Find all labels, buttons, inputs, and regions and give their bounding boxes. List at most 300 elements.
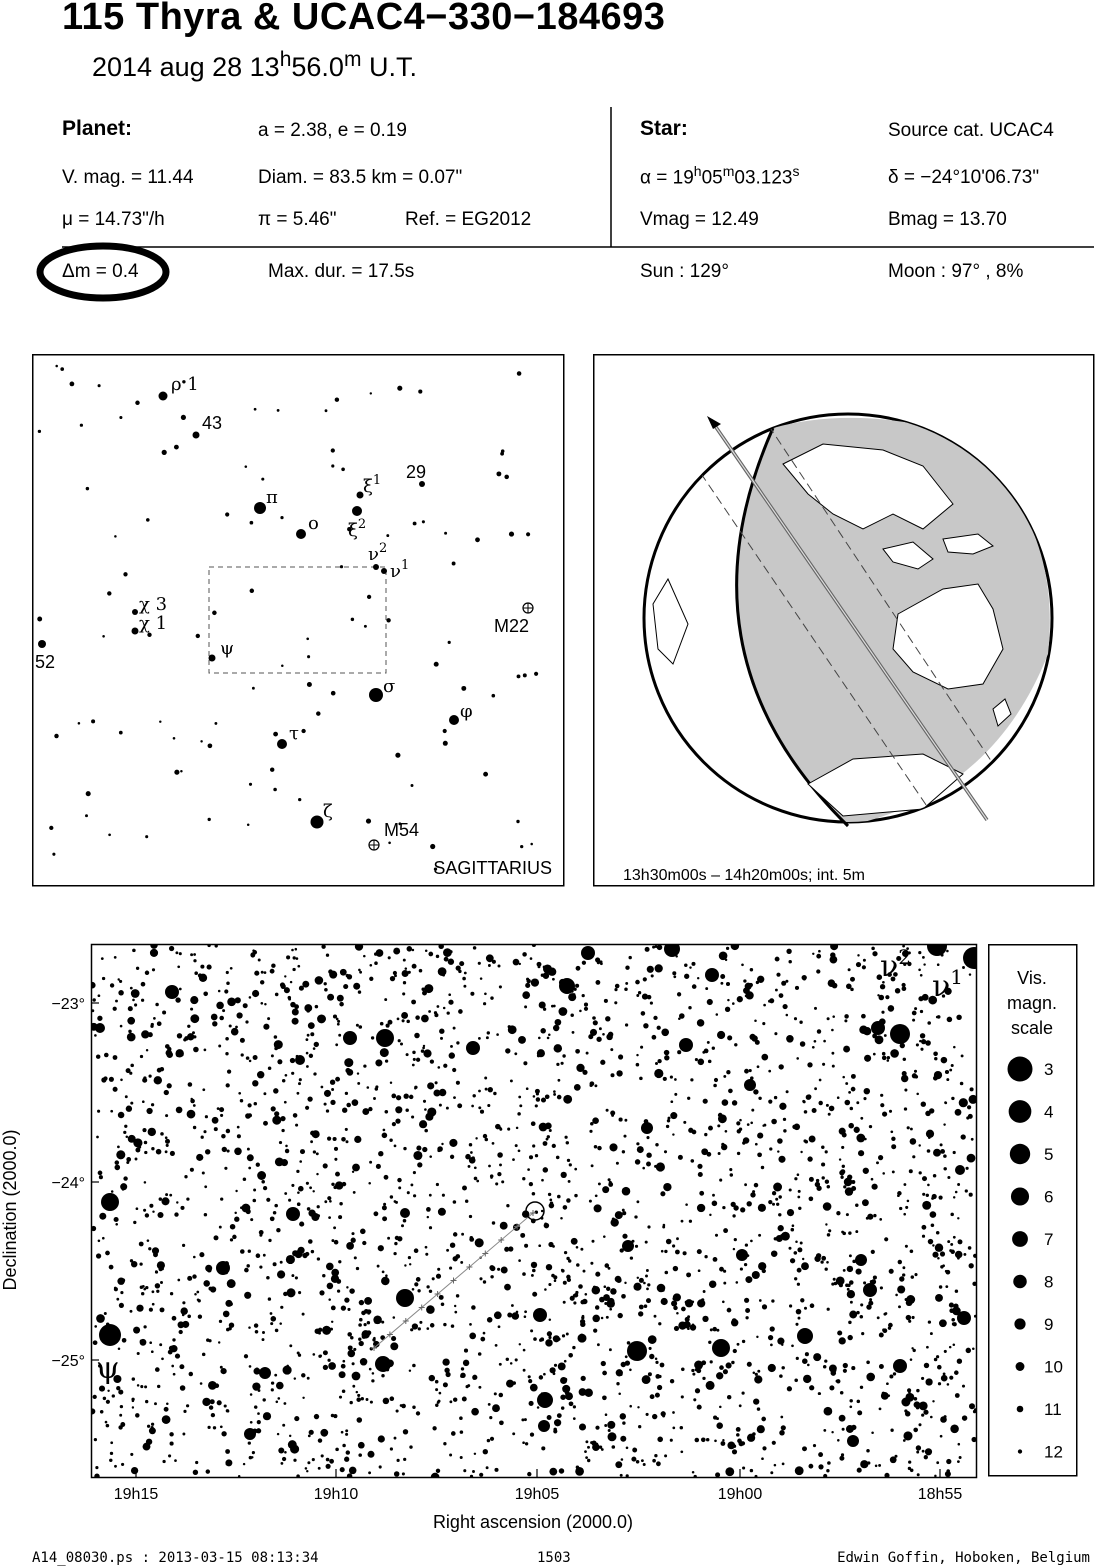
map-field-star	[132, 999, 135, 1002]
map-field-star	[118, 1425, 122, 1429]
map-field-star	[934, 1475, 936, 1477]
map-field-star	[114, 1465, 117, 1468]
map-field-star	[803, 1375, 811, 1383]
finder-field-star	[214, 722, 217, 725]
map-field-star	[214, 1127, 218, 1131]
map-field-star	[576, 1465, 579, 1468]
map-field-star	[712, 1047, 715, 1050]
map-field-star	[592, 1240, 595, 1243]
map-field-star	[841, 1146, 844, 1149]
map-field-star	[166, 1144, 169, 1147]
map-field-star	[857, 1400, 861, 1404]
map-field-star	[106, 1424, 110, 1428]
map-field-star	[789, 1188, 792, 1191]
label-nu2: $\nu^2$	[368, 541, 388, 565]
map-field-star	[878, 1155, 883, 1160]
map-field-star	[376, 1164, 381, 1169]
label-43: 43	[202, 413, 223, 433]
map-field-star	[312, 1190, 314, 1192]
map-field-star	[890, 1049, 899, 1058]
finder-field-star	[516, 820, 519, 823]
map-field-star	[954, 1370, 959, 1375]
map-field-star	[243, 1177, 247, 1181]
map-field-star	[144, 1141, 148, 1145]
map-field-star	[877, 994, 879, 996]
map-field-star	[395, 1118, 400, 1123]
map-field-star	[599, 1027, 602, 1030]
map-field-star	[926, 1130, 934, 1138]
map-field-star	[193, 1470, 198, 1475]
map-field-star	[297, 1202, 301, 1206]
map-field-star	[937, 1365, 942, 1370]
map-field-star	[144, 1385, 147, 1388]
map-field-star	[924, 1363, 929, 1368]
map-field-star	[576, 1263, 580, 1267]
map-field-star	[220, 1197, 223, 1200]
map-field-star	[734, 1043, 737, 1046]
map-field-star	[897, 1285, 905, 1293]
map-field-star	[249, 996, 252, 999]
map-field-star	[501, 1180, 504, 1183]
map-field-star	[317, 1205, 320, 1208]
map-field-star	[364, 1297, 372, 1305]
map-field-star	[122, 1188, 125, 1191]
map-field-star	[306, 1065, 309, 1068]
map-field-star	[394, 1471, 400, 1477]
map-field-star	[367, 1451, 374, 1458]
map-field-star	[609, 1348, 612, 1351]
map-field-star	[254, 1323, 258, 1327]
map-field-star	[408, 1256, 411, 1259]
map-field-star	[695, 1058, 698, 1061]
map-field-star	[295, 1124, 298, 1127]
map-field-star	[950, 1213, 954, 1217]
map-field-star	[165, 1139, 170, 1144]
map-field-star	[564, 1251, 567, 1254]
map-field-star	[846, 984, 852, 990]
map-field-star	[160, 1281, 163, 1284]
map-field-star	[655, 1361, 658, 1364]
map-field-star	[706, 1381, 715, 1390]
map-field-star	[240, 1099, 243, 1102]
map-field-star	[823, 1365, 827, 1369]
map-field-star	[211, 1413, 215, 1417]
map-field-star	[293, 956, 296, 959]
map-field-star	[622, 1187, 631, 1196]
map-field-star	[268, 1067, 272, 1071]
map-field-star	[116, 1386, 120, 1390]
map-field-star	[556, 1156, 560, 1160]
map-field-star	[148, 1128, 156, 1136]
map-field-star	[334, 1158, 337, 1161]
map-field-star	[326, 1263, 334, 1271]
map-field-star	[955, 1393, 960, 1398]
finder-field-star	[517, 674, 521, 678]
map-field-star	[678, 1155, 683, 1160]
map-field-star	[149, 1341, 152, 1344]
map-field-star	[317, 1214, 320, 1217]
bright-map-star	[890, 1024, 910, 1044]
map-field-star	[687, 1097, 690, 1100]
map-field-star	[341, 1137, 346, 1142]
map-field-star	[333, 1186, 337, 1190]
hour-unit: h	[279, 48, 292, 71]
map-field-star	[215, 944, 218, 947]
map-field-star	[363, 1064, 366, 1067]
map-field-star	[812, 1046, 815, 1049]
map-field-star	[367, 1321, 370, 1324]
map-field-star	[625, 1360, 630, 1365]
map-field-star	[949, 1346, 952, 1349]
map-field-star	[230, 1224, 236, 1230]
map-field-star	[182, 1433, 185, 1436]
map-field-star	[805, 1352, 809, 1356]
map-field-star	[168, 1454, 171, 1457]
map-field-star	[622, 1234, 627, 1239]
map-field-star	[759, 1299, 762, 1302]
map-field-star	[356, 1397, 361, 1402]
map-field-star	[200, 1382, 203, 1385]
map-field-star	[307, 1461, 310, 1464]
map-field-star	[289, 1344, 292, 1347]
map-field-star	[342, 1108, 347, 1113]
map-field-star	[278, 1397, 281, 1400]
map-field-star	[413, 1171, 416, 1174]
map-field-star	[288, 1199, 291, 1202]
map-field-star	[472, 1094, 475, 1097]
map-field-star	[913, 1428, 918, 1433]
map-field-star	[875, 1465, 878, 1468]
map-field-star	[891, 1144, 896, 1149]
map-field-star	[385, 1274, 388, 1277]
finder-field-star	[119, 731, 123, 735]
map-field-star	[235, 1190, 237, 1192]
map-field-star	[612, 1217, 615, 1220]
map-field-star	[134, 1003, 137, 1006]
bright-map-star	[664, 941, 680, 957]
map-field-star	[217, 1107, 220, 1110]
map-field-star	[839, 1415, 846, 1422]
map-field-star	[117, 978, 119, 980]
map-field-star	[654, 1069, 663, 1078]
map-field-star	[553, 1093, 556, 1096]
map-field-star	[754, 1019, 757, 1022]
map-field-star	[745, 1308, 750, 1313]
map-field-star	[922, 1193, 925, 1196]
map-field-star	[226, 1410, 229, 1413]
map-field-star	[739, 1119, 742, 1122]
map-field-star	[906, 1315, 912, 1321]
map-field-star	[944, 1102, 947, 1105]
map-field-star	[848, 1335, 853, 1340]
bright-map-star	[396, 1289, 414, 1307]
y-tick-minus23: −23°	[51, 996, 85, 1013]
map-field-star	[229, 1280, 232, 1283]
map-field-star	[307, 1034, 310, 1037]
map-field-star	[752, 1271, 760, 1279]
finder-field-star	[91, 719, 95, 723]
map-field-star	[940, 1435, 943, 1438]
map-field-star	[800, 1151, 802, 1153]
map-field-star	[860, 1315, 864, 1319]
map-field-star	[250, 1218, 253, 1221]
map-field-star	[212, 1117, 219, 1124]
map-field-star	[616, 1162, 619, 1165]
map-field-star	[691, 1159, 695, 1163]
map-field-star	[245, 1020, 248, 1023]
map-field-star	[799, 1021, 802, 1024]
map-field-star	[93, 1395, 97, 1399]
map-field-star	[395, 1236, 399, 1240]
map-field-star	[822, 1176, 825, 1179]
map-field-star	[111, 1190, 114, 1193]
map-field-star	[779, 1430, 785, 1436]
map-field-star	[466, 1385, 469, 1388]
map-field-star	[945, 1270, 948, 1273]
map-field-star	[190, 953, 193, 956]
map-field-star	[934, 1057, 937, 1060]
bright-map-star	[343, 1031, 357, 1045]
map-field-star	[400, 1042, 403, 1045]
star-heading: Star:	[640, 117, 688, 140]
map-field-star	[851, 1366, 855, 1370]
map-field-star	[492, 1404, 500, 1412]
map-field-star	[259, 1266, 262, 1269]
map-field-star	[464, 972, 467, 975]
map-field-star	[278, 1447, 284, 1453]
map-field-star	[558, 1362, 566, 1370]
map-field-star	[369, 1368, 372, 1371]
map-field-star	[276, 1228, 280, 1232]
map-field-star	[888, 1005, 895, 1012]
map-field-star	[138, 1146, 141, 1149]
map-field-star	[376, 949, 384, 957]
map-field-star	[876, 1161, 879, 1164]
map-field-star	[281, 984, 286, 989]
map-field-star	[398, 1039, 401, 1042]
map-field-star	[885, 995, 889, 999]
map-field-star	[367, 1309, 372, 1314]
map-field-star	[607, 1421, 615, 1429]
star-nu1	[381, 568, 387, 574]
map-field-star	[338, 1260, 341, 1263]
map-field-star	[96, 1136, 99, 1139]
map-field-star	[172, 1338, 175, 1341]
map-field-star	[857, 954, 859, 956]
map-field-star	[727, 999, 729, 1001]
map-field-star	[478, 1106, 481, 1109]
map-field-star	[176, 1107, 183, 1114]
map-field-star	[927, 1184, 930, 1187]
map-field-star	[743, 979, 746, 982]
map-field-star	[707, 999, 713, 1005]
map-field-star	[390, 1082, 392, 1084]
map-field-star	[684, 963, 687, 966]
finder-field-star	[395, 753, 400, 758]
map-field-star	[140, 1385, 143, 1388]
map-field-star	[572, 1346, 575, 1349]
map-field-star	[474, 1177, 478, 1181]
map-field-star	[697, 1299, 705, 1307]
map-field-star	[504, 1284, 511, 1291]
map-field-star	[699, 1191, 704, 1196]
bright-map-star	[627, 1341, 647, 1361]
map-field-star	[547, 1037, 550, 1040]
map-field-star	[736, 1281, 739, 1284]
map-field-star	[155, 1270, 158, 1273]
map-field-star	[421, 1015, 429, 1023]
map-field-star	[277, 1059, 282, 1064]
map-field-star	[585, 1440, 588, 1443]
map-field-star	[358, 1337, 361, 1340]
map-field-star	[257, 1071, 264, 1078]
map-field-star	[831, 1370, 837, 1376]
map-field-star	[643, 1023, 648, 1028]
map-field-star	[805, 1140, 809, 1144]
map-field-star	[761, 1166, 764, 1169]
map-field-star	[597, 1343, 600, 1346]
map-field-star	[342, 1360, 345, 1363]
map-field-star	[566, 1257, 569, 1260]
map-field-star	[354, 1256, 357, 1259]
map-field-star	[463, 1360, 469, 1366]
map-field-star	[532, 943, 536, 947]
map-field-star	[314, 1072, 317, 1075]
legend-magnitude-dot	[1017, 1406, 1024, 1413]
globe-time-caption: 13h30m00s – 14h20m00s; int. 5m	[623, 867, 865, 884]
map-field-star	[141, 1030, 149, 1038]
map-field-star	[443, 1064, 447, 1068]
map-field-star	[196, 1291, 199, 1294]
finder-field-star	[98, 384, 101, 387]
map-field-star	[753, 1089, 758, 1094]
map-field-star	[923, 1410, 928, 1415]
map-field-star	[750, 1469, 753, 1472]
map-field-star	[478, 1352, 482, 1356]
map-field-star	[443, 948, 452, 957]
map-field-star	[266, 1198, 270, 1202]
map-field-star	[788, 960, 791, 963]
map-field-star	[187, 1025, 190, 1028]
finder-field-star	[208, 743, 213, 748]
map-field-star	[943, 1167, 946, 1170]
finder-field-star	[37, 617, 42, 622]
map-field-star	[654, 1454, 657, 1457]
map-field-star	[291, 1274, 294, 1277]
map-field-star	[130, 1102, 133, 1105]
map-field-star	[431, 1473, 440, 1482]
map-field-star	[167, 1083, 172, 1088]
map-field-star	[856, 962, 861, 967]
map-field-star	[225, 1449, 230, 1454]
map-field-star	[949, 1069, 952, 1072]
map-field-star	[849, 1281, 852, 1284]
map-field-star	[246, 1209, 251, 1214]
map-field-star	[116, 1298, 119, 1301]
map-field-star	[165, 1150, 168, 1153]
map-field-star	[833, 1278, 836, 1281]
map-field-star	[956, 1015, 961, 1020]
map-field-star	[237, 1012, 243, 1018]
map-field-star	[95, 1466, 98, 1469]
label-29: 29	[406, 462, 427, 482]
planet-orbit: a = 2.38, e = 0.19	[258, 120, 407, 141]
map-field-star	[463, 1469, 466, 1472]
map-field-star	[469, 1333, 476, 1340]
finder-field-star	[331, 448, 335, 452]
map-field-star	[273, 1088, 278, 1093]
map-field-star	[702, 1377, 705, 1380]
map-field-star	[356, 1024, 359, 1027]
map-field-star	[429, 1155, 432, 1158]
map-field-star	[103, 1397, 106, 1400]
map-field-star	[530, 1432, 534, 1436]
map-field-star	[689, 1220, 692, 1223]
map-field-star	[733, 1248, 735, 1250]
ut-text: U.T.	[361, 52, 417, 82]
map-field-star	[918, 951, 921, 954]
map-field-star	[817, 1029, 821, 1033]
map-field-star	[449, 1267, 452, 1270]
map-field-star	[454, 1305, 456, 1307]
map-field-star	[293, 1113, 298, 1118]
label-tau: τ	[289, 723, 299, 744]
map-field-star	[369, 977, 373, 981]
map-field-star	[383, 1203, 386, 1206]
map-field-star	[597, 1146, 601, 1150]
map-field-star	[593, 1020, 598, 1025]
map-field-star	[605, 1016, 610, 1021]
map-field-star	[411, 1000, 416, 1005]
map-field-star	[725, 959, 727, 961]
map-field-star	[692, 1130, 697, 1135]
map-field-star	[604, 1285, 607, 1288]
finder-field-star	[388, 842, 391, 845]
map-field-star	[412, 1051, 415, 1054]
delta-magnitude: Δm = 0.4	[62, 261, 139, 282]
map-field-star	[776, 1235, 783, 1242]
map-field-star	[311, 1250, 314, 1253]
finder-field-star	[444, 532, 447, 535]
map-field-star	[903, 1183, 906, 1186]
map-field-star	[723, 1270, 726, 1273]
map-field-star	[313, 1047, 316, 1050]
map-field-star	[506, 1380, 514, 1388]
map-field-star	[329, 1200, 332, 1203]
map-field-star	[250, 1421, 253, 1424]
map-field-star	[656, 1461, 661, 1466]
map-field-star	[246, 1056, 250, 1060]
map-field-star	[263, 1412, 271, 1420]
map-field-star	[710, 1328, 713, 1331]
finder-chart	[32, 354, 565, 887]
map-field-star	[646, 1298, 651, 1303]
map-field-star	[427, 1216, 429, 1218]
map-field-star	[126, 1068, 131, 1073]
map-field-star	[166, 1051, 173, 1058]
map-field-star	[178, 1321, 185, 1328]
map-field-star	[282, 1079, 285, 1082]
map-field-star	[809, 1385, 814, 1390]
map-field-star	[535, 1104, 538, 1107]
map-field-star	[189, 1372, 193, 1376]
map-field-star	[331, 1275, 339, 1283]
map-field-star	[701, 1437, 706, 1442]
map-field-star	[518, 1149, 521, 1152]
map-field-star	[194, 1293, 197, 1296]
map-field-star	[710, 1360, 713, 1363]
map-field-star	[645, 1275, 648, 1278]
